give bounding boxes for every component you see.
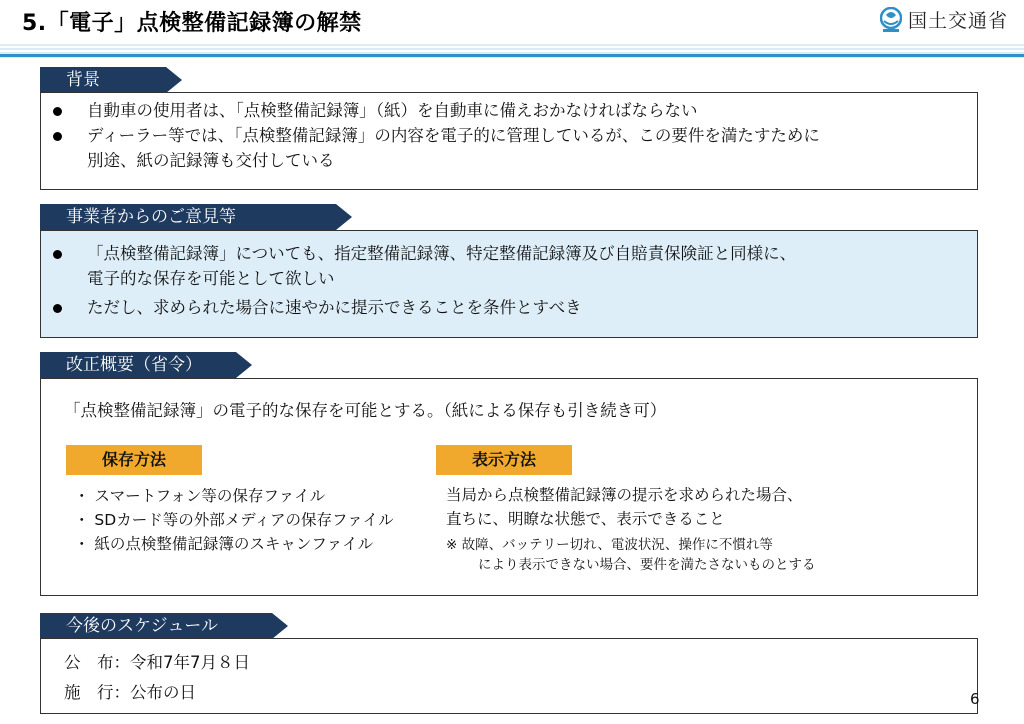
note-line: ※ 故障、バッテリー切れ、電波状況、操作に不慣れ等 [446,537,773,553]
bullet-item [41,295,977,320]
bullet-dot-icon [53,304,62,313]
display-method-text [446,483,803,531]
display-line: 直ちに、明瞭な状態で、表示できること [446,510,725,528]
bullet-text: 別途、紙の記録簿も交付している [87,151,335,170]
bullet-dot-icon [53,250,62,259]
bullet-text: 「点検整備記録簿」についても、指定整備記録簿、特定整備記録簿及び自賠責保険証と同様に、 [87,244,797,263]
mlit-logo-icon [880,7,902,33]
schedule-value: 令和7年7月８日 [130,653,250,672]
overview-lead-text: 「点検整備記録簿」の電子的な保存を可能とする。（紙による保存も引き続き可） [64,401,667,420]
opinions-box [40,230,978,338]
logo-text: 国土交通省 [907,10,1008,32]
page-title: 5.「電子」点検整備記録簿の解禁 [22,11,362,36]
title-divider-line [0,54,1024,57]
section-header-background: 背景 [40,67,166,93]
schedule-value: 公布の日 [130,683,196,702]
storage-method-list [74,484,394,556]
bullet-item [41,98,977,123]
schedule-label: 施 行： [64,683,130,702]
bullet-text: ただし、求められた場合に速やかに提示できることを条件とすべき [87,298,582,317]
storage-method-tag: 保存方法 [66,445,202,475]
schedule-rows [64,648,250,708]
display-method-tag: 表示方法 [436,445,572,475]
background-box [40,92,978,190]
section-header-schedule: 今後のスケジュール [40,613,272,639]
bullet-dot-icon [53,107,62,116]
schedule-row-enforcement [64,678,250,708]
page-number: 6 [970,690,980,708]
schedule-label: 公 布： [64,653,130,672]
bullet-item [41,123,977,148]
bullet-text: 自動車の使用者は、「点検整備記録簿」（紙）を自動車に備えおかなければならない [87,101,698,120]
title-divider [0,44,1024,60]
bullet-item [41,241,977,266]
bullet-dot-icon [53,132,62,141]
list-item: ・ SDカード等の外部メディアの保存ファイル [74,511,394,529]
list-item: ・ スマートフォン等の保存ファイル [74,487,326,505]
bullet-continuation [41,266,977,291]
bullet-text: ディーラー等では、「点検整備記録簿」の内容を電子的に管理しているが、この要件を満たすために [87,126,820,145]
mlit-logo [880,6,1008,33]
section-header-overview: 改正概要（省令） [40,352,236,378]
display-line: 当局から点検整備記録簿の提示を求められた場合、 [446,486,803,504]
list-item: ・ 紙の点検整備記録簿のスキャンファイル [74,535,374,553]
note-line: により表示できない場合、要件を満たさないものとする [478,557,816,573]
schedule-row-promulgation [64,648,250,678]
bullet-text: 電子的な保存を可能として欲しい [87,269,335,288]
bullet-continuation [41,148,977,173]
display-method-note [446,535,816,575]
section-header-opinions: 事業者からのご意見等 [40,204,336,230]
